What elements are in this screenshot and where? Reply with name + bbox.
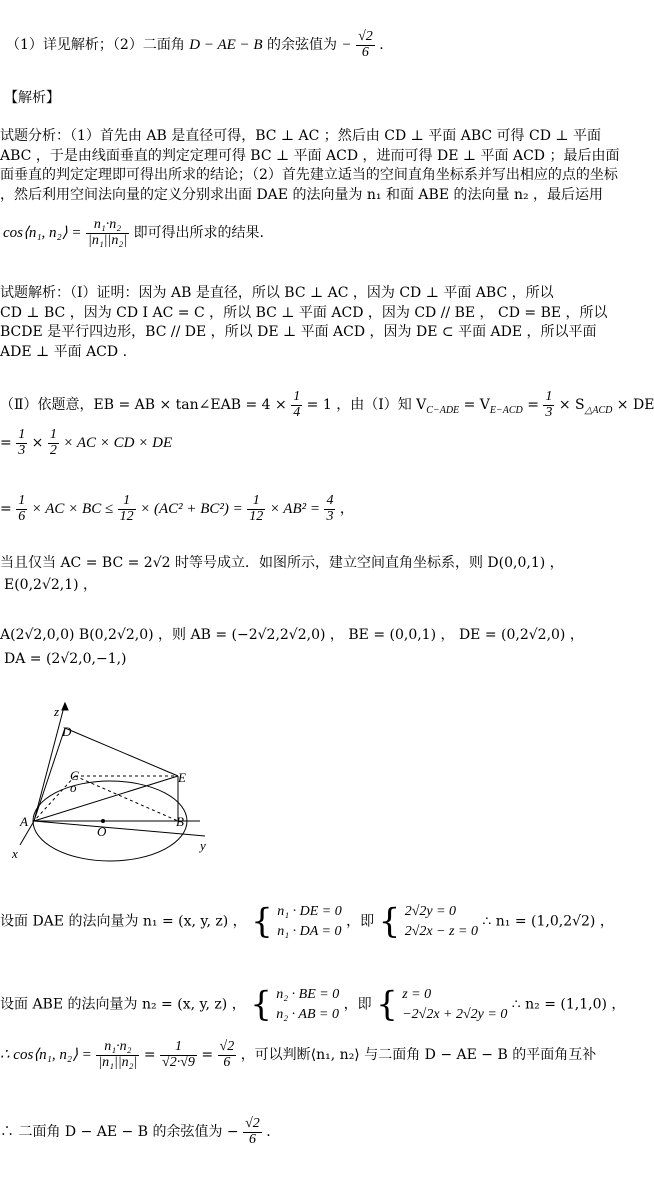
proof1-line-3: BCDE 是平行四边形，BC // DE ，所以 DE ⊥ 平面 ACD ，因为 DE ⊂ 平面 ADE ，所以平面 xyxy=(0,324,597,340)
proof2-line-4: 当且仅当 AC = BC = 2√2 时等号成立．如图所示，建立空间直角坐标系，则 D(0,0,1) ， xyxy=(0,555,564,571)
label-z: z xyxy=(54,704,60,719)
label-o: O xyxy=(97,824,107,839)
cos-result-line: ∴ cos⟨n₁, n₂⟩ = $\frac{\text{n₁·n₂}}{\text{|n₁||n₂|}}$ = $\frac{1}{√2\cdot√9}$ = $\frac{√2}{6}$ ，可以判断⟨n₁, n₂⟩ 与二面角 D − AE − B 的平面角互补 xyxy=(0,1039,597,1070)
answer-mid: 的余弦值为 xyxy=(267,37,338,54)
proof2-line-7: DA = (2√2,0,−1,) xyxy=(4,651,127,667)
analysis-line-4: ，然后利用空间法向量的定义分别求出面 DAE 的法向量为 n₁ 和面 ABE 的法向量 n₂ ，最后运用 xyxy=(0,187,604,203)
proof2-line-1: （Ⅱ）依题意，EB = AB × tan∠EAB = 4 × $\frac{1}{4}$ = 1 ，由（Ⅰ）知 $V_{C-ADE} = V_{E-ACD}$ = $\frac{1}{3}$ × $S_{\triangle ACD}$ × DE xyxy=(0,389,654,420)
proof2-line-5: E(0,2√2,1) ， xyxy=(4,577,98,593)
line-de xyxy=(65,728,178,776)
proof1-line-2: CD ⊥ BC ，因为 CD I AC = C ，所以 BC ⊥ 平面 ACD ，因为 CD // BE ， CD = BE ，所以 xyxy=(0,305,608,321)
label-d: D xyxy=(62,724,72,739)
line-ae xyxy=(34,776,178,821)
label-o-small: o xyxy=(70,780,77,795)
label-c: C xyxy=(70,768,79,783)
answer-prefix: （1）详见解析；（2）二面角 xyxy=(6,37,185,54)
center-point xyxy=(101,819,105,823)
z-arrow xyxy=(62,703,68,710)
proof2-line-6: A(2√2,0,0) B(0,2√2,0) ，则 AB = (−2√2,2√2,0) ， BE = (0,0,1) ， DE = (0,2√2,0) ， xyxy=(0,627,584,643)
proof2-line-2: = $\frac{1}{3}$ × $\frac{1}{2}$ × AC × CD × DE xyxy=(0,427,173,458)
label-b: B xyxy=(176,814,184,829)
proof1-line-4: ADE ⊥ 平面 ACD . xyxy=(0,344,128,360)
answer-line: （1）详见解析；（2）二面角 D − AE − B 的余弦值为 − $\frac{√2}{6}$ . xyxy=(6,29,384,60)
proof2-line-3: = $\frac{1}{6}$ × AC × BC ≤ $\frac{1}{12}$ × (AC² + BC²) = $\frac{1}{12}$ × AB² = $\frac{4}{3}$ ， xyxy=(0,493,354,524)
final-line: ∴ 二面角 D − AE − B 的余弦值为 − $\frac{√2}{6}$ . xyxy=(0,1116,271,1147)
analysis-line-3: 面垂直的判定定理即可得出所求的结论；（2）首先建立适当的空间直角坐标系并写出相应的点的坐标 xyxy=(0,167,618,183)
answer-sign: − xyxy=(341,37,352,54)
analysis-line-2: ABC ，于是由线面垂直的判定定理可得 BC ⊥ 平面 ACD ，进而可得 DE ⊥ 平面 ACD ；最后由面 xyxy=(0,148,620,164)
analysis-cos-fraction: $\frac{\text{n₁·n₂}}{\text{|n₁||n₂|}}$ xyxy=(87,217,128,248)
label-y: y xyxy=(200,838,206,853)
label-a: A xyxy=(20,814,28,829)
line-da xyxy=(34,728,65,821)
analysis-cos-line: cos⟨n₁, n₂⟩ = $\frac{\text{n₁·n₂}}{\text{|n₁||n₂|}}$ 即可得出所求的结果. xyxy=(3,217,265,248)
section-heading: 【解析】 xyxy=(4,90,60,106)
coordinate-figure xyxy=(0,688,230,860)
line-cb xyxy=(75,776,178,821)
answer-angle: D − AE − B xyxy=(189,37,263,54)
normal-dae-line: 设面 DAE 的法向量为 n₁ = (x, y, z) ， { n₁ · DE = 0 n₁ · DA = 0 ，即 { 2√2y = 0 2√2x − z = 0 ∴ n₁ = (1,0,2√2) ， xyxy=(0,901,614,942)
answer-fraction: $\frac{√2}{6}$ xyxy=(358,29,373,60)
label-e: E xyxy=(178,770,186,785)
proof1-line-1: 试题解析：（Ⅰ）证明：因为 AB 是直径，所以 BC ⊥ AC ，因为 CD ⊥ 平面 ABC ，所以 xyxy=(0,285,554,301)
label-x: x xyxy=(12,846,18,861)
analysis-line-1: 试题分析：（1）首先由 AB 是直径可得，BC ⊥ AC ；然后由 CD ⊥ 平面 ABC 可得 CD ⊥ 平面 xyxy=(0,128,601,144)
normal-abe-line: 设面 ABE 的法向量为 n₂ = (x, y, z) ， { n₂ · BE = 0 n₂ · AB = 0 ，即 { z = 0 −2√2x + 2√2y = 0 ∴ n₂ = (1,1,0) ， xyxy=(0,984,626,1025)
